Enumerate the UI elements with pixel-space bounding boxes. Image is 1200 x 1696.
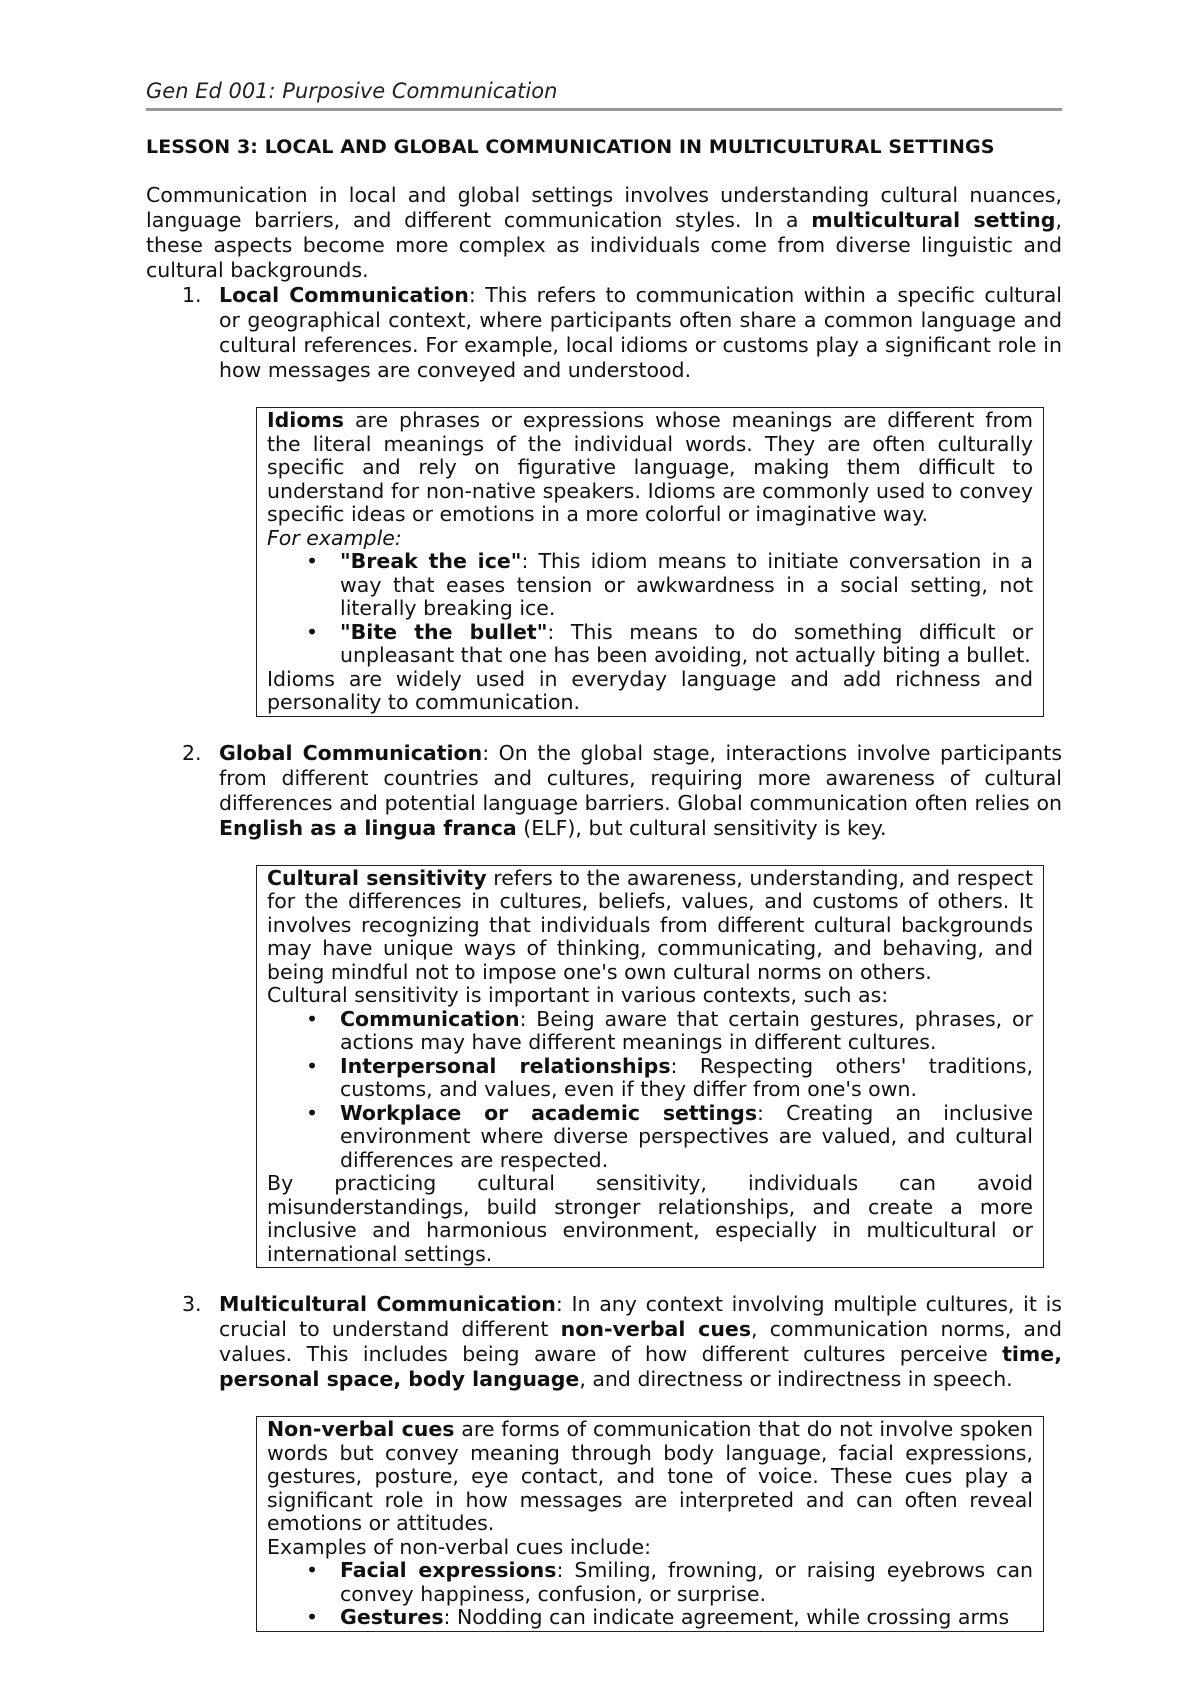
bullet-term: "Break the ice" — [340, 549, 522, 573]
item-text — [219, 1292, 1062, 1392]
intro-text: Communication in local and global settings involves understanding cultural nuances, language barriers, and different communication styles. In a — [146, 183, 1062, 232]
bullet-icon: • — [306, 1006, 319, 1031]
list-number: 2. — [182, 740, 202, 765]
item-body-mid: , communication norms, and values. This includes being aware of how different cultures perceive — [219, 1317, 1063, 1366]
nonverbal-cues-box — [256, 1416, 1044, 1632]
bullet-text: : Nodding can indicate agreement, while crossing arms — [443, 1605, 1010, 1629]
item-term: Multicultural Communication — [219, 1292, 556, 1316]
item-text — [219, 741, 1062, 841]
item-body-end: , and directness or indirectness in speech. — [579, 1367, 1013, 1391]
box-bullets — [267, 550, 1033, 668]
bullet-icon: • — [306, 619, 319, 644]
box-definition-text: refers to the awareness, understanding, and respect for the differences in cultures, beliefs, values, and customs of others. It involves recognizing that individuals from different cultural backgrounds may have unique ways of thinking, communicating, and behaving, and being mindful not to impose one's own cultural norms on others. — [267, 865, 1033, 984]
main-list — [146, 283, 1062, 1632]
box-lead: Cultural sensitivity is important in various contexts, such as: — [267, 983, 889, 1007]
item-bold: non-verbal cues — [560, 1317, 752, 1341]
bullet-term: Workplace or academic settings — [340, 1100, 758, 1125]
bullet-term: Communication — [340, 1006, 520, 1031]
intro-paragraph — [146, 183, 1062, 283]
box-definition — [267, 867, 1033, 985]
item-bold: time, personal space, body language — [219, 1342, 1062, 1391]
box-bullets — [267, 1559, 1033, 1630]
bullet-term: Facial expressions — [340, 1558, 557, 1582]
box-definition-text: are phrases or expressions whose meanings are different from the literal meanings of the individual words. They are often culturally specific and rely on figurative language, making them difficult to understand for non-native speakers. Idioms are commonly used to convey specific ideas or emotions in a more colorful or imaginative way. — [267, 408, 1033, 526]
idioms-box — [256, 407, 1044, 717]
bullet-icon: • — [306, 1053, 319, 1078]
item-body: : In any context involving multiple cultures, it is crucial to understand different — [219, 1292, 1062, 1341]
lesson-title: LESSON 3: LOCAL AND GLOBAL COMMUNICATION IN MULTICULTURAL SETTINGS — [146, 136, 995, 158]
box-definition — [267, 1418, 1033, 1536]
list-number: 3. — [182, 1292, 202, 1316]
cultural-sensitivity-box — [256, 865, 1044, 1269]
document-page — [146, 78, 1062, 1632]
box-term: Idioms — [267, 408, 344, 432]
box-definition — [267, 409, 1033, 527]
bullet-term: "Bite the bullet" — [340, 619, 548, 644]
list-number: 1. — [182, 283, 202, 307]
item-body-end: (ELF), but cultural sensitivity is key. — [516, 815, 887, 840]
item-bold: English as a lingua franca — [219, 815, 517, 840]
item-term: Local Communication — [219, 283, 469, 307]
course-header: Gen Ed 001: Purposive Communication — [146, 78, 1062, 111]
box-example-label — [267, 527, 1033, 551]
item-body: : On the global stage, interactions involve participants from different countries and cultures, requiring more awareness of cultural differences and potential language barriers. Global communication often relies on — [219, 740, 1062, 815]
bullet-text: : Smiling, frowning, or raising eyebrows can convey happiness, confusion, or surprise. — [340, 1558, 1034, 1606]
list-item — [267, 1055, 1033, 1102]
bullet-icon: • — [306, 1100, 319, 1125]
bullet-icon: • — [306, 549, 319, 573]
bullet-term: Gestures — [340, 1605, 444, 1629]
box-closing: Idioms are widely used in everyday language and add richness and personality to communication. — [267, 666, 1033, 714]
intro-bold-term: multicultural setting — [811, 208, 1056, 232]
bullet-text: : This idiom means to initiate conversation in a way that eases tension or awkwardness in a social setting, not literally breaking ice. — [340, 549, 1033, 620]
example-label: For example: — [267, 525, 402, 550]
item-term: Global Communication — [219, 740, 483, 765]
bullet-icon: • — [306, 1558, 319, 1582]
box-term: Non-verbal cues — [267, 1417, 455, 1441]
list-item-multicultural — [146, 1292, 1062, 1392]
list-item-global — [146, 741, 1062, 841]
bullet-term: Interpersonal relationships — [340, 1053, 671, 1078]
box-term: Cultural sensitivity — [267, 865, 487, 890]
box-closing: By practicing cultural sensitivity, individuals can avoid misunderstandings, build stronger relationships, and create a more inclusive and harmonious environment, especially in multicultural or international settings. — [267, 1171, 1033, 1266]
bullet-text: : This means to do something difficult or unpleasant that one has been avoiding, not actually biting a bullet. — [340, 619, 1033, 667]
box-definition-text: are forms of communication that do not involve spoken words but convey meaning through body language, facial expressions, gestures, posture, eye contact, and tone of voice. These cues play a significant role in how messages are interpreted and can often reveal emotions or attitudes. — [267, 1417, 1033, 1535]
box-lead: Examples of non-verbal cues include: — [267, 1534, 651, 1559]
list-item-local — [146, 283, 1062, 383]
list-item — [267, 550, 1033, 621]
bullet-text: : Being aware that certain gestures, phrases, or actions may have different meanings in different cultures. — [340, 1006, 1033, 1054]
list-item — [267, 1102, 1033, 1173]
list-item — [267, 1559, 1033, 1606]
list-item — [267, 1606, 1033, 1630]
list-item — [267, 621, 1033, 668]
bullet-text: : Respecting others' traditions, customs, and values, even if they differ from one's own. — [340, 1053, 1033, 1101]
item-text — [219, 283, 1062, 383]
bullet-text: : Creating an inclusive environment where diverse perspectives are valued, and cultural differences are respected. — [340, 1100, 1033, 1172]
item-body: : This refers to communication within a specific cultural or geographical context, where participants often share a common language and cultural references. For example, local idioms or customs play a significant role in how messages are conveyed and understood. — [219, 283, 1062, 382]
box-bullets — [267, 1008, 1033, 1173]
list-item — [267, 1008, 1033, 1055]
bullet-icon: • — [306, 1605, 319, 1629]
intro-text-end: , these aspects become more complex as individuals come from diverse linguistic and cultural backgrounds. — [146, 208, 1062, 282]
